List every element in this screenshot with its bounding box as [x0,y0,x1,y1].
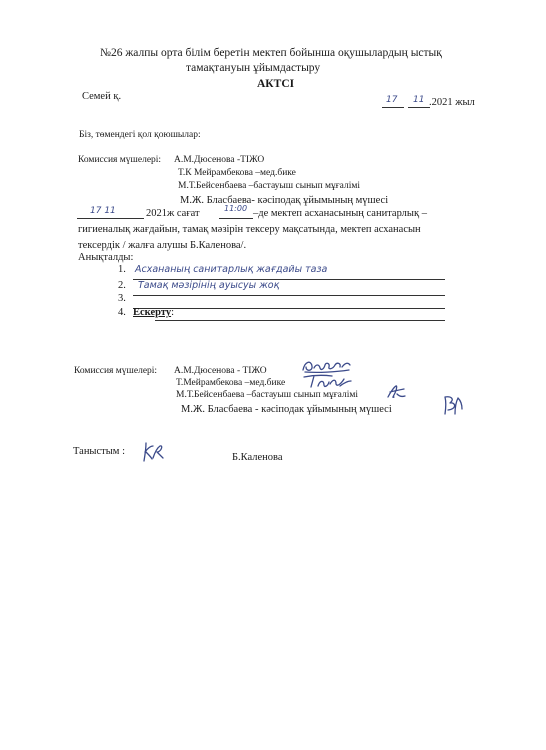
check-date-underline [77,218,144,219]
commission-bottom-member-4: М.Ж. Бласбаева - кәсіподак ұйымының мүшесі [181,404,392,415]
title-line-1: №26 жалпы орта білім беретін мектеп бойынша оқушылардың ыстық [100,47,442,59]
signature-blasbaeva [440,394,466,418]
commission-bottom-member-1: А.М.Дюсенова - ТІЖО [174,366,267,376]
finding-2-number: 2. [118,280,126,291]
commission-bottom-member-3: М.Т.Бейсенбаева –бастауыш сынып мұғалімі [176,390,359,400]
finding-2-underline [133,295,445,296]
finding-3-number: 3. [118,293,126,304]
document-type: АКТСІ [257,78,295,90]
commission-member-3: М.Т.Бейсенбаева –бастауыш сынып мұғалімі [178,181,361,191]
title-line-2: тамақтануын ұйымдастыру [186,62,321,74]
date-day-underline [382,107,404,108]
finding-3-underline [133,308,445,309]
finding-1-number: 1. [118,264,126,275]
commission-bottom-member-2: Т.Мейрамбекова –мед.бике [176,378,286,388]
signature-beysenbaeva [385,384,407,400]
body-line-1-end: –де мектеп асханасының санитарлық – [253,208,427,219]
commission-member-4: М.Ж. Бласбаева- кәсіподақ ұйымының мүшесі [180,195,389,206]
commission-member-1: А.М.Дюсенова -ТІЖО [174,155,265,165]
acquaint-label-group [73,446,125,457]
acquaint-name: Б.Каленова [232,452,283,463]
acquaint-colon: м : [112,446,125,457]
body-line-2: гигиеналық жағдайын, тамақ мәзірін тексеру мақсатында, мектеп асханасын [78,224,421,235]
commission-label: Комиссия мүшелері: [78,155,162,165]
note-underline [155,320,445,321]
signature-kalenova [140,440,166,464]
signature-meirambekova [300,372,354,390]
body-line-3: тексердік / жалға алушы Б.Каленова/. [78,240,247,251]
date-year: .2021 жыл [429,97,475,108]
intro-text: Біз, төмендегі қол қоюшылар: [79,130,201,140]
date-month-underline [408,107,430,108]
finding-2-handwritten: Тамақ мәзірінің ауысуы жоқ [138,280,280,291]
city: Семей қ. [82,91,122,102]
note-label-group [133,307,174,318]
check-time-handwritten: 11:00 [224,204,248,213]
findings-label: Анықталды: [78,252,134,263]
acquaint-label: Танысты [73,446,113,457]
check-date-handwritten: 17 11 [90,206,116,216]
commission-bottom-label: Комиссия мүшелері: [74,366,158,376]
finding-1-handwritten: Асхананың санитарлық жағдайы таза [135,264,328,275]
date-day-handwritten: 17 [386,95,398,105]
note-label: Ескерту [133,307,172,318]
date-month-handwritten: 11 [413,95,425,105]
note-number: 4. [118,307,126,318]
check-time-underline [219,218,253,219]
commission-member-2: Т.К Мейрамбекова –мед.бике [178,168,296,178]
note-colon: : [171,307,175,318]
body-line-1-start: 2021ж сағат [146,208,200,219]
